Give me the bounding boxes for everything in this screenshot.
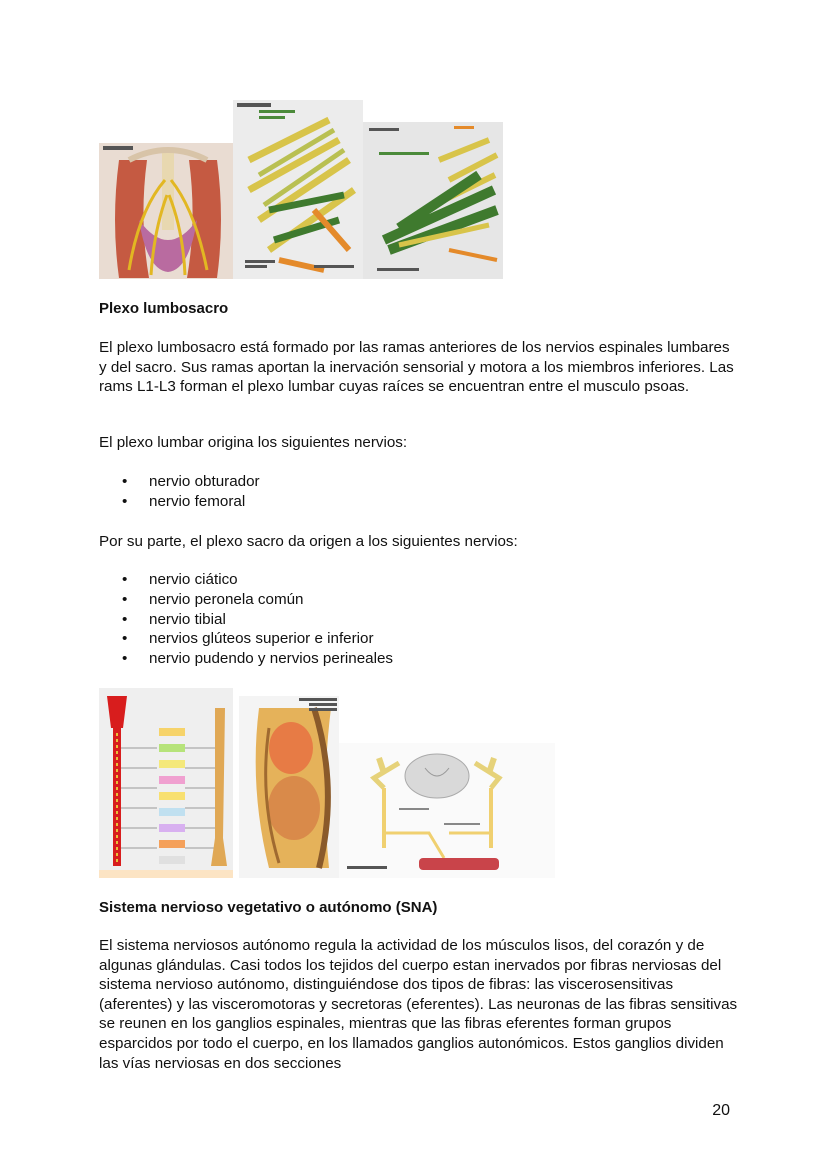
list-item: • nervio ciático [99,570,393,590]
list-item: • nervio peronela común [99,590,393,610]
section-heading-lumbosacro: Plexo lumbosacro [99,300,229,317]
lumbar-nerves-list [99,472,260,512]
pelvis-anatomy-image [99,143,237,279]
list-item: • nervios glúteos superior e inferior [99,629,393,649]
sacral-nerves-list [99,570,393,669]
lumbar-plexus-diagram [233,100,363,279]
lumbosacral-plexus-figure [99,100,503,279]
page-number: 20 [712,1102,730,1119]
lumbosacro-paragraph-3: Por su parte, el plexo sacro da origen a los siguientes nervios: [99,533,518,550]
sacral-plexus-diagram [363,122,503,279]
list-item: • nervio femoral [99,492,260,512]
autonomic-nervous-system-figure [99,688,555,878]
body-section-image [239,696,339,878]
spinal-cord-diagram [339,743,555,878]
spinal-chart-image [99,688,233,878]
lumbosacro-paragraph-1: El plexo lumbosacro está formado por las ramas anteriores de los nervios espinales lumbares y del sacro. Sus ramas aportan la inervación sensorial y motora a los miembros inferiores. Las rams L1-L3 forman el plexo lumbar cuyas raíces se encuentran entre el musculo psoas. [99,339,734,396]
list-item: • nervio pudendo y nervios perineales [99,649,393,669]
list-item: • nervio tibial [99,610,393,630]
section-heading-sna: Sistema nervioso vegetativo o autónomo (SNA) [99,899,438,916]
list-item: • nervio obturador [99,472,260,492]
sna-paragraph-1: El sistema nerviosos autónomo regula la actividad de los músculos lisos, del corazón y de algunas glándulas. Casi todos los tejidos del cuerpo estan inervados por fibras nerviosas del sistema nervioso autónomo, distinguiéndose dos tipos de fibras: las viscerosensitivas (aferentes) y las visceromotoras y secretoras (eferentes). Las neuronas de las fibras sensitivas se reunen en los ganglios espinales, mientras que las fibras eferentes forman grupos esparcidos por todo el cuerpo, en los llamados ganglios autonómicos. Estos ganglios dividen las vías nerviosas en dos secciones [99,937,738,1072]
lumbosacro-paragraph-2: El plexo lumbar origina los siguientes nervios: [99,434,408,451]
